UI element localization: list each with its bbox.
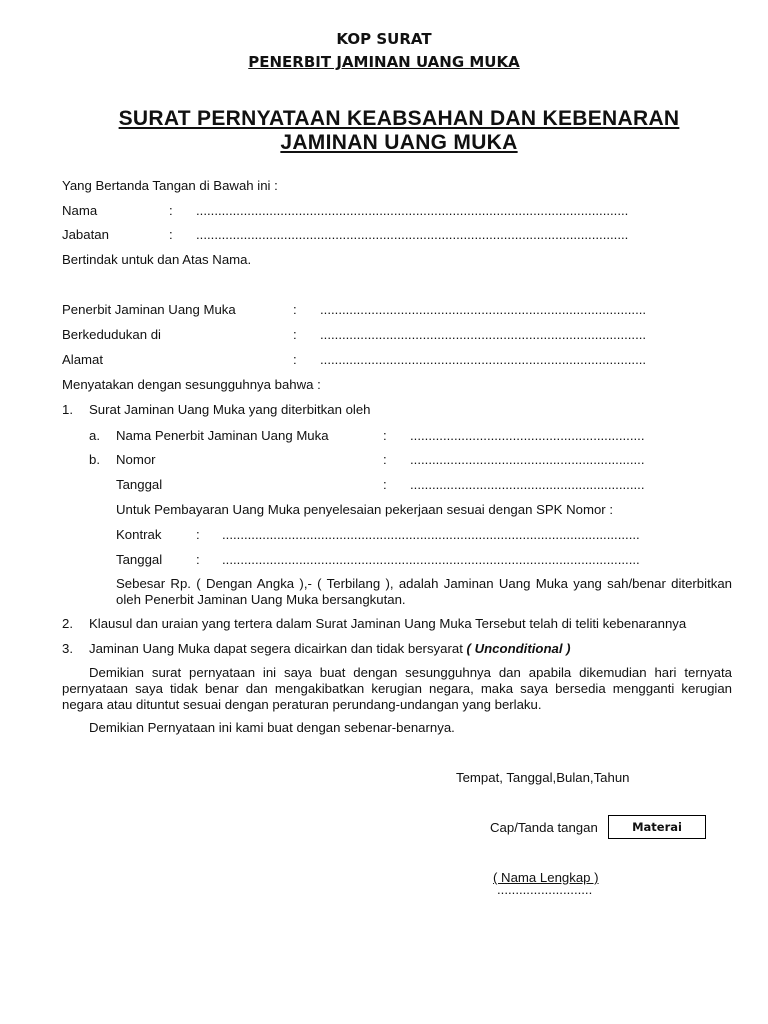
intro-text: Yang Bertanda Tangan di Bawah ini : — [62, 178, 278, 193]
closing-statement: Demikian Pernyataan ini kami buat dengan sebenar-benarnya. — [89, 720, 455, 735]
nama-colon: : — [169, 203, 173, 218]
item1a-label: Nama Penerbit Jaminan Uang Muka — [116, 428, 329, 443]
tanggal2-field[interactable]: .................................................................................................................. — [222, 552, 640, 567]
jabatan-field[interactable]: ...................................................................................................................... — [196, 227, 629, 242]
document-title-line1: SURAT PERNYATAAN KEABSAHAN DAN KEBENARAN — [118, 107, 680, 130]
document-title-line2: JAMINAN UANG MUKA — [280, 131, 518, 154]
item3-line — [89, 641, 571, 656]
materai-box: Materai — [608, 815, 706, 839]
unconditional-emphasis: ( Unconditional ) — [466, 641, 571, 656]
item1b-marker: b. — [89, 452, 100, 467]
acting-text: Bertindak untuk dan Atas Nama. — [62, 252, 252, 267]
kedudukan-colon: : — [293, 327, 297, 342]
closing-paragraph: Demikian surat pernyataan ini saya buat dengan sesungguhnya dan apabila dikemudian hari ternyata pernyataan saya tidak benar dan mengakibatkan kerugian negara, maka saya bersedia mengganti kerugian negara atau dituntut sesuai dengan peraturan perundang-undangan yang berlaku. — [62, 665, 732, 712]
kontrak-field[interactable]: .................................................................................................................. — [222, 527, 640, 542]
alamat-colon: : — [293, 352, 297, 367]
letterhead-issuer: PENERBIT JAMINAN UANG MUKA — [248, 53, 520, 71]
item3-number: 3. — [62, 641, 73, 656]
full-name: ( Nama Lengkap ) — [493, 870, 599, 885]
alamat-label: Alamat — [62, 352, 104, 367]
penerbit-colon: : — [293, 302, 297, 317]
item2-number: 2. — [62, 616, 73, 631]
item1a-colon: : — [383, 428, 387, 443]
penerbit-label: Penerbit Jaminan Uang Muka — [62, 302, 236, 317]
kedudukan-label: Berkedudukan di — [62, 327, 161, 342]
spk-text: Untuk Pembayaran Uang Muka penyelesaian pekerjaan sesuai dengan SPK Nomor : — [116, 502, 614, 517]
item1b-colon: : — [383, 452, 387, 467]
tanggal2-colon: : — [196, 552, 200, 567]
sebesar-paragraph: Sebesar Rp. ( Dengan Angka ),- ( Terbilang ), adalah Jaminan Uang Muka yang sah/benar diterbitkan oleh Penerbit Jaminan Uang Muka bersangkutan. — [116, 576, 732, 607]
item3-text: Jaminan Uang Muka dapat segera dicairkan dan tidak bersyarat — [89, 641, 463, 656]
jabatan-colon: : — [169, 227, 173, 242]
alamat-field[interactable]: ......................................................................................... — [320, 352, 647, 367]
kontrak-colon: : — [196, 527, 200, 542]
jabatan-label: Jabatan — [62, 227, 109, 242]
place-date: Tempat, Tanggal,Bulan,Tahun — [456, 770, 630, 785]
item1b-label: Nomor — [116, 452, 156, 467]
kontrak-label: Kontrak — [116, 527, 162, 542]
item1-tanggal-field[interactable]: ................................................................ — [410, 477, 645, 492]
item2-text: Klausul dan uraian yang tertera dalam Surat Jaminan Uang Muka Tersebut telah di teliti kebenarannya — [89, 616, 687, 631]
item1b-field[interactable]: ................................................................ — [410, 452, 645, 467]
penerbit-field[interactable]: ......................................................................................... — [320, 302, 647, 317]
declare-text: Menyatakan dengan sesungguhnya bahwa : — [62, 377, 321, 392]
item1a-marker: a. — [89, 428, 100, 443]
item1-tanggal-colon: : — [383, 477, 387, 492]
kedudukan-field[interactable]: ......................................................................................... — [320, 327, 647, 342]
item1-tanggal-label: Tanggal — [116, 477, 163, 492]
item1-text: Surat Jaminan Uang Muka yang diterbitkan oleh — [89, 402, 371, 417]
item1a-field[interactable]: ................................................................ — [410, 428, 645, 443]
nama-field[interactable]: ...................................................................................................................... — [196, 203, 629, 218]
full-name-dots[interactable]: .......................... — [497, 882, 593, 897]
nama-label: Nama — [62, 203, 98, 218]
tanggal2-label: Tanggal — [116, 552, 163, 567]
letterhead-title: KOP SURAT — [336, 30, 432, 48]
cap-label: Cap/Tanda tangan — [490, 820, 598, 835]
item1-number: 1. — [62, 402, 73, 417]
